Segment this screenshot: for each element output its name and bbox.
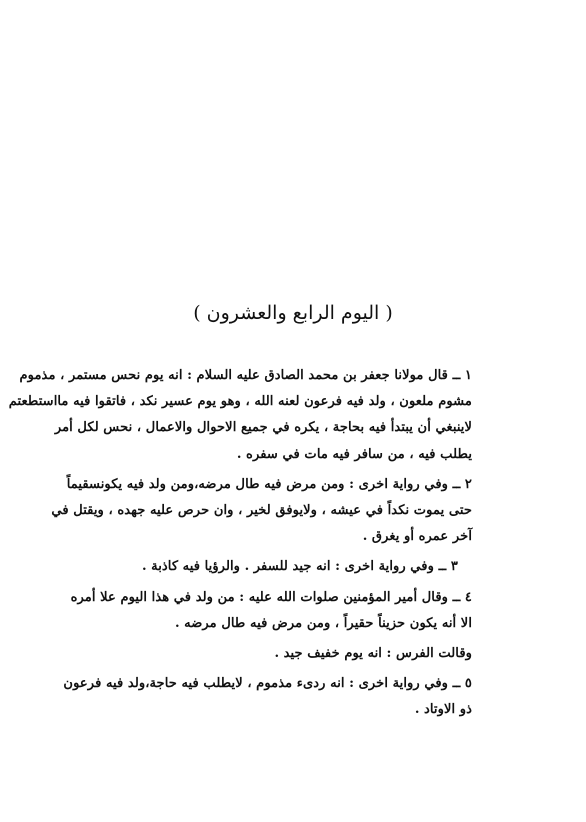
text-line: ٢ ــ وفي رواية اخرى : ومن مرض فيه طال مرضه،ومن ولد فيه يكونسقيماً (66, 476, 472, 492)
text-line: حتى يموت نكداً في عيشه ، ولايوفق لخير ، وان حرص عليه جهده ، ويقتل في (51, 503, 472, 519)
document-body (8, 363, 494, 728)
text-line: آخر عمره أو يغرق . (362, 529, 472, 545)
text-line: ١ ــ قال مولانا جعفر بن محمد الصادق عليه السلام : انه يوم نحس مستمر ، مذموم (19, 368, 472, 383)
paragraph-3 (106, 554, 494, 580)
text-line: مشوم ملعون ، ولد فيه فرعون لعنه الله ، وهو يوم عسير نكد ، فاتقوا فيه مااستطعتم (8, 394, 472, 410)
paragraph-6 (63, 671, 494, 723)
chapter-title: ( اليوم الرابع والعشرون ) (193, 302, 393, 324)
text-line: ٥ ــ وفي رواية اخرى : انه ردىء مذموم ، لايطلب فيه حاجة،ولد فيه فرعون (63, 676, 472, 692)
paragraph-1 (8, 363, 494, 468)
text-line: لاينبغي أن يبتدأ فيه بحاجة ، يكره في جميع الاحوال والاعمال ، نحس لكل أمر (54, 420, 472, 436)
text-line: يطلب فيه ، من سافر فيه مات في سفره . (236, 446, 472, 462)
text-line: الا أنه يكون حزيناً حقيراً ، ومن مرض فيه طال مرضه . (174, 615, 472, 631)
paragraph-5 (106, 641, 494, 667)
paragraph-4 (70, 585, 494, 637)
text-line: ٣ ــ وفي رواية اخرى : انه جيد للسفر . والرؤيا فيه كاذبة . (142, 559, 458, 575)
paragraph-2 (51, 472, 494, 551)
text-line: وقالت الفرس : انه يوم خفيف جيد . (274, 646, 472, 662)
text-line: ٤ ــ وقال أمير المؤمنين صلوات الله عليه : من ولد في هذا اليوم علا أمره (70, 589, 472, 605)
text-line: ذو الاوتاد . (414, 702, 472, 718)
